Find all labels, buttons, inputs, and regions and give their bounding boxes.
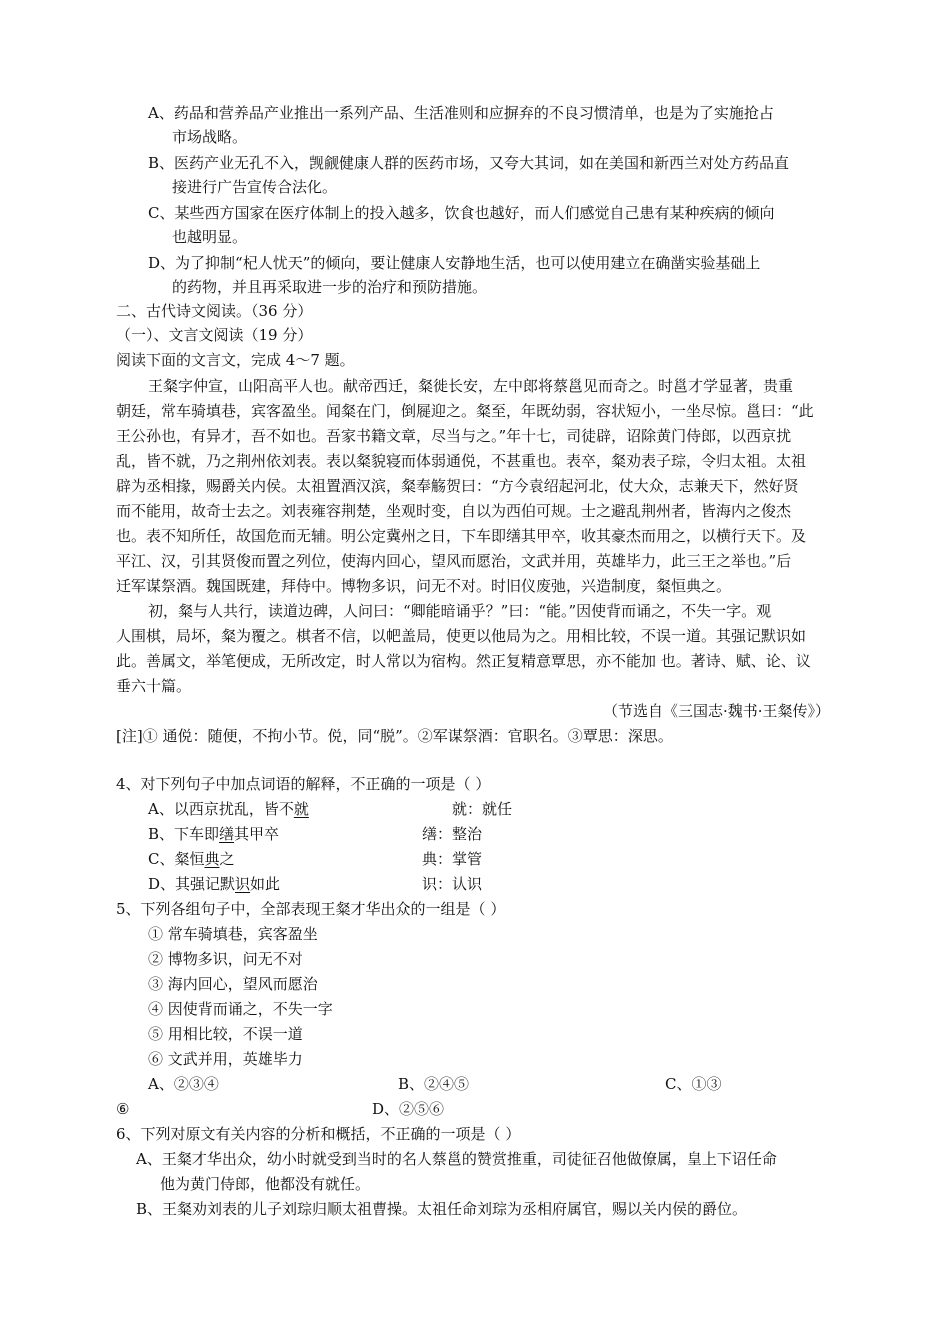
section-title: 二、古代诗文阅读。（36 分） — [116, 302, 313, 320]
q4-option-c — [148, 849, 235, 869]
passage-line: 辟为丞相掾，赐爵关内侯。太祖置酒汉滨，粲奉觞贺曰：“方今袁绍起河北，仗大众，志兼天下，然好贤 — [116, 477, 799, 495]
q4-option-d-post: 如此 — [250, 875, 281, 893]
passage-line: 垂六十篇。 — [116, 677, 192, 695]
q4-option-b-word: 缮 — [219, 825, 235, 843]
q5-item: ⑥ 文武并用，英雄毕力 — [148, 1050, 303, 1068]
q5-item: ③ 海内回心，望风而愿治 — [148, 975, 318, 993]
q5-item: ① 常车骑填巷，宾客盈坐 — [148, 925, 318, 943]
q4-option-c-post: 之 — [219, 850, 235, 868]
passage-line: 也。表不知所任，故国危而无辅。明公定冀州之日，下车即缮其甲卒，收其豪杰而用之，以横行天下。及 — [116, 527, 807, 545]
passage-line: 乱，皆不就，乃之荆州依刘表。表以粲貌寝而体弱通侻，不甚重也。表卒，粲劝表子琮，令归太祖。太祖 — [116, 452, 807, 470]
q4-option-b — [148, 824, 279, 844]
q4-option-d-word: 识 — [235, 875, 251, 893]
q4-option-d-gloss: 识：认识 — [422, 875, 483, 893]
q5-item: ④ 因使背而诵之，不失一字 — [148, 1000, 333, 1018]
passage-source: （节选自《三国志·魏书·王粲传》） — [602, 702, 830, 720]
q6-stem: 6、下列对原文有关内容的分析和概括，不正确的一项是（ ） — [116, 1125, 521, 1143]
passage-line: 初，粲与人共行，读道边碑，人问曰：“卿能暗诵乎？”曰：“能。”因使背而诵之，不失一字。观 — [148, 602, 772, 620]
prev-option-c-cont: 也越明显。 — [172, 228, 248, 246]
q4-option-b-gloss: 缮：整治 — [422, 825, 483, 843]
q5-option-b: B、②④⑤ — [398, 1075, 470, 1093]
instruction: 阅读下面的文言文，完成 4～7 题。 — [116, 351, 355, 369]
q4-option-a-pre: A、以西京扰乱，皆不 — [148, 800, 294, 818]
q4-option-b-pre: B、下车即 — [148, 825, 220, 843]
q4-option-d-pre: D、其强记默 — [148, 875, 236, 893]
q5-option-d: D、②⑤⑥ — [372, 1100, 445, 1118]
prev-option-a-cont: 市场战略。 — [172, 128, 248, 146]
passage-line: 迁军谋祭酒。魏国既建，拜侍中。博物多识，问无不对。时旧仪废弛，兴造制度，粲恒典之。 — [116, 577, 732, 595]
q4-stem: 4、对下列句子中加点词语的解释，不正确的一项是（ ） — [116, 775, 491, 793]
prev-option-c: C、某些西方国家在医疗体制上的投入越多，饮食也越好，而人们感觉自己患有某种疾病的倾向 — [148, 204, 775, 222]
q4-option-a-gloss: 就：就任 — [452, 800, 513, 818]
q4-option-c-word: 典 — [204, 850, 220, 868]
subsection-title: （一）、文言文阅读（19 分） — [116, 326, 313, 344]
prev-option-d-cont: 的药物，并且再采取进一步的治疗和预防措施。 — [172, 278, 488, 296]
q5-option-c-wrap: ⑥ — [116, 1100, 130, 1118]
q6-option-a-cont: 他为黄门侍郎，他都没有就任。 — [160, 1175, 371, 1193]
q4-option-c-gloss: 典：掌管 — [422, 850, 483, 868]
q4-option-a-word: 就 — [293, 800, 309, 818]
q5-option-a: A、②③④ — [148, 1075, 219, 1093]
prev-option-a: A、药品和营养品产业推出一系列产品、生活准则和应摒弃的不良习惯清单，也是为了实施抢占 — [148, 104, 774, 122]
q4-option-a — [148, 799, 309, 819]
q5-stem: 5、下列各组句子中，全部表现王粲才华出众的一组是（ ） — [116, 900, 506, 918]
prev-option-b: B、医药产业无孔不入，觊觎健康人群的医药市场，又夸大其词，如在美国和新西兰对处方药品直 — [148, 154, 790, 172]
prev-option-d: D、为了抑制“杞人忧天”的倾向，要让健康人安静地生活，也可以使用建立在确凿实验基础上 — [148, 254, 761, 272]
passage-line: 朝廷，常车骑填巷，宾客盈坐。闻粲在门，倒屣迎之。粲至，年既幼弱，容状短小，一坐尽惊。邕曰：“此 — [116, 402, 814, 420]
q6-option-a: A、王粲才华出众，幼小时就受到当时的名人蔡邕的赞赏推重，司徒征召他做僚属，皇上下诏任命 — [136, 1150, 777, 1168]
q5-item: ⑤ 用相比较，不误一道 — [148, 1025, 303, 1043]
passage-line: 平江、汉，引其贤俊而置之列位，使海内回心，望风而愿治，文武并用，英雄毕力，此三王之举也。”后 — [116, 552, 792, 570]
q4-option-c-pre: C、粲恒 — [148, 850, 205, 868]
passage-line: 此。善属文，举笔便成，无所改定，时人常以为宿构。然正复精意覃思，亦不能加 也。著诗、赋、论、议 — [116, 652, 811, 670]
passage-line: 人围棋，局坏，粲为覆之。棋者不信，以帊盖局，使更以他局为之。用相比较，不误一道。其强记默识如 — [116, 627, 807, 645]
q5-option-c: C、①③ — [665, 1075, 722, 1093]
q5-item: ② 博物多识，问无不对 — [148, 950, 303, 968]
passage-note: [注]① 通侻：随便，不拘小节。侻，同“脱”。②军谋祭酒：官职名。③覃思：深思。 — [116, 727, 673, 745]
q4-option-b-post: 其甲卒 — [234, 825, 280, 843]
passage-line: 而不能用，故奇士去之。刘表雍容荆楚，坐观时变，自以为西伯可规。士之避乱荆州者，皆海内之俊杰 — [116, 502, 792, 520]
passage-line: 王公孙也，有异才，吾不如也。吾家书籍文章，尽当与之。”年十七，司徒辟，诏除黄门侍郎，以西京扰 — [116, 427, 792, 445]
q6-option-b: B、王粲劝刘表的儿子刘琮归顺太祖曹操。太祖任命刘琮为丞相府属官，赐以关内侯的爵位。 — [136, 1200, 748, 1218]
q4-option-d — [148, 874, 280, 894]
passage-line: 王粲字仲宣，山阳高平人也。献帝西迁，粲徙长安，左中郎将蔡邕见而奇之。时邕才学显著，贵重 — [148, 377, 794, 395]
prev-option-b-cont: 接进行广告宣传合法化。 — [172, 178, 338, 196]
